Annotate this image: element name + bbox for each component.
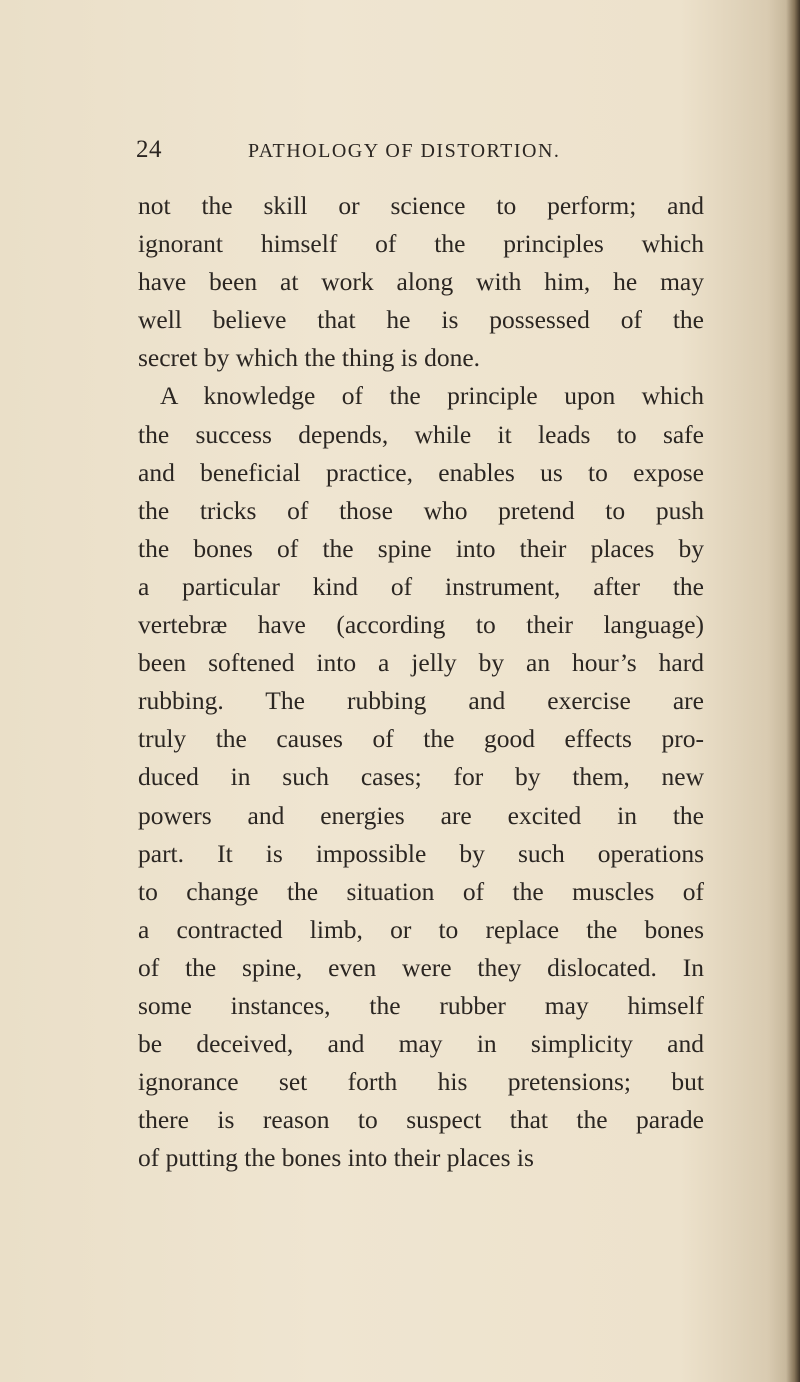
text-line: the success depends, while it leads to safe <box>138 419 704 449</box>
text-line: a particular kind of instrument, after the <box>138 571 704 601</box>
text-line: to change the situation of the muscles of <box>138 876 704 906</box>
text-line: ignorance set forth his pretensions; but <box>138 1067 704 1097</box>
text-line: some instances, the rubber may himself <box>138 990 704 1020</box>
text-line: well believe that he is possessed of the <box>138 305 704 335</box>
page-edge-shadow <box>786 0 800 1382</box>
text-line: there is reason to suspect that the parade <box>138 1105 704 1135</box>
text-line: the bones of the spine into their places by <box>138 533 704 563</box>
text-line: ignorant himself of the principles which <box>138 229 704 259</box>
text-line: rubbing. The rubbing and exercise are <box>138 686 704 716</box>
text-line: not the skill or science to perform; and <box>138 191 704 220</box>
text-line: A knowledge of the principle upon which <box>160 381 704 411</box>
text-line: have been at work along with him, he may <box>138 267 704 297</box>
text-line: vertebræ have (according to their language) <box>138 610 704 640</box>
text-line: secret by which the thing is done. <box>138 343 481 373</box>
text-line: of the spine, even were they dislocated. In <box>138 952 704 982</box>
text-line: truly the causes of the good effects pro- <box>138 724 704 754</box>
page-number: 24 <box>136 136 162 163</box>
text-line: duced in such cases; for by them, new <box>138 762 704 792</box>
page-header <box>136 136 696 176</box>
text-line: been softened into a jelly by an hour’s hard <box>138 648 704 678</box>
running-head: PATHOLOGY OF DISTORTION. <box>248 140 561 162</box>
text-line: the tricks of those who pretend to push <box>138 495 704 525</box>
text-line: and beneficial practice, enables us to expose <box>138 457 704 487</box>
body-text <box>138 187 704 1177</box>
text-line: part. It is impossible by such operations <box>138 838 704 868</box>
text-line: be deceived, and may in simplicity and <box>138 1029 704 1059</box>
text-line: a contracted limb, or to replace the bones <box>138 914 704 944</box>
text-line: powers and energies are excited in the <box>138 800 704 830</box>
text-line: of putting the bones into their places is <box>138 1143 534 1173</box>
